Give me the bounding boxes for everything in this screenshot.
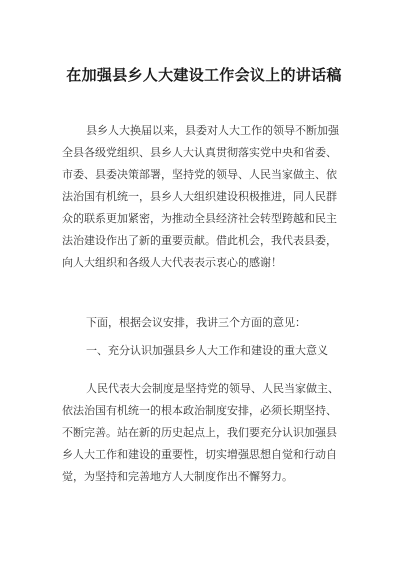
section-heading xyxy=(62,340,352,362)
paragraph-line: 县乡人大换届以来，县委对人大工作的领导不断加强 xyxy=(86,124,339,137)
paragraph-outline xyxy=(62,312,352,334)
paragraph-line: 市委、县委决策部署，坚持党的领导、人民当家做主、依 xyxy=(62,168,337,181)
paragraph-line: 下面，根据会议安排，我讲三个方面的意见： xyxy=(86,316,306,329)
paragraph-line: 乡人大工作和建设的重要性，切实增强思想自觉和行动自 xyxy=(62,448,337,461)
paragraph-line: 依法治国有机统一的根本政治制度安排，必须长期坚持、 xyxy=(62,404,337,417)
paragraph-line: 法治国有机统一，县乡人大组织建设积极推进，同人民群 xyxy=(62,190,337,203)
paragraph-line: 不断完善。站在新的历史起点上，我们要充分认识加强县 xyxy=(62,426,337,439)
paragraph-line: 人民代表大会制度是坚持党的领导、人民当家做主、 xyxy=(86,382,339,395)
paragraph-line: 众的联系更加紧密，为推动全县经济社会转型跨越和民主 xyxy=(62,212,337,225)
paragraph-intro xyxy=(62,120,352,274)
heading-line: 一、充分认识加强县乡人大工作和建设的重大意义 xyxy=(86,344,328,357)
paragraph-line: 向人大组织和各级人大代表表示衷心的感谢！ xyxy=(62,256,282,269)
paragraph-line: 全县各级党组织、县乡人大认真贯彻落实党中央和省委、 xyxy=(62,146,337,159)
paragraph-section-one xyxy=(62,378,352,488)
document-title: 在加强县乡人大建设工作会议上的讲话稿 xyxy=(66,66,342,84)
paragraph-line: 法治建设作出了新的重要贡献。借此机会，我代表县委， xyxy=(62,234,337,247)
paragraph-line: 觉，为坚持和完善地方人大制度作出不懈努力。 xyxy=(62,470,293,483)
